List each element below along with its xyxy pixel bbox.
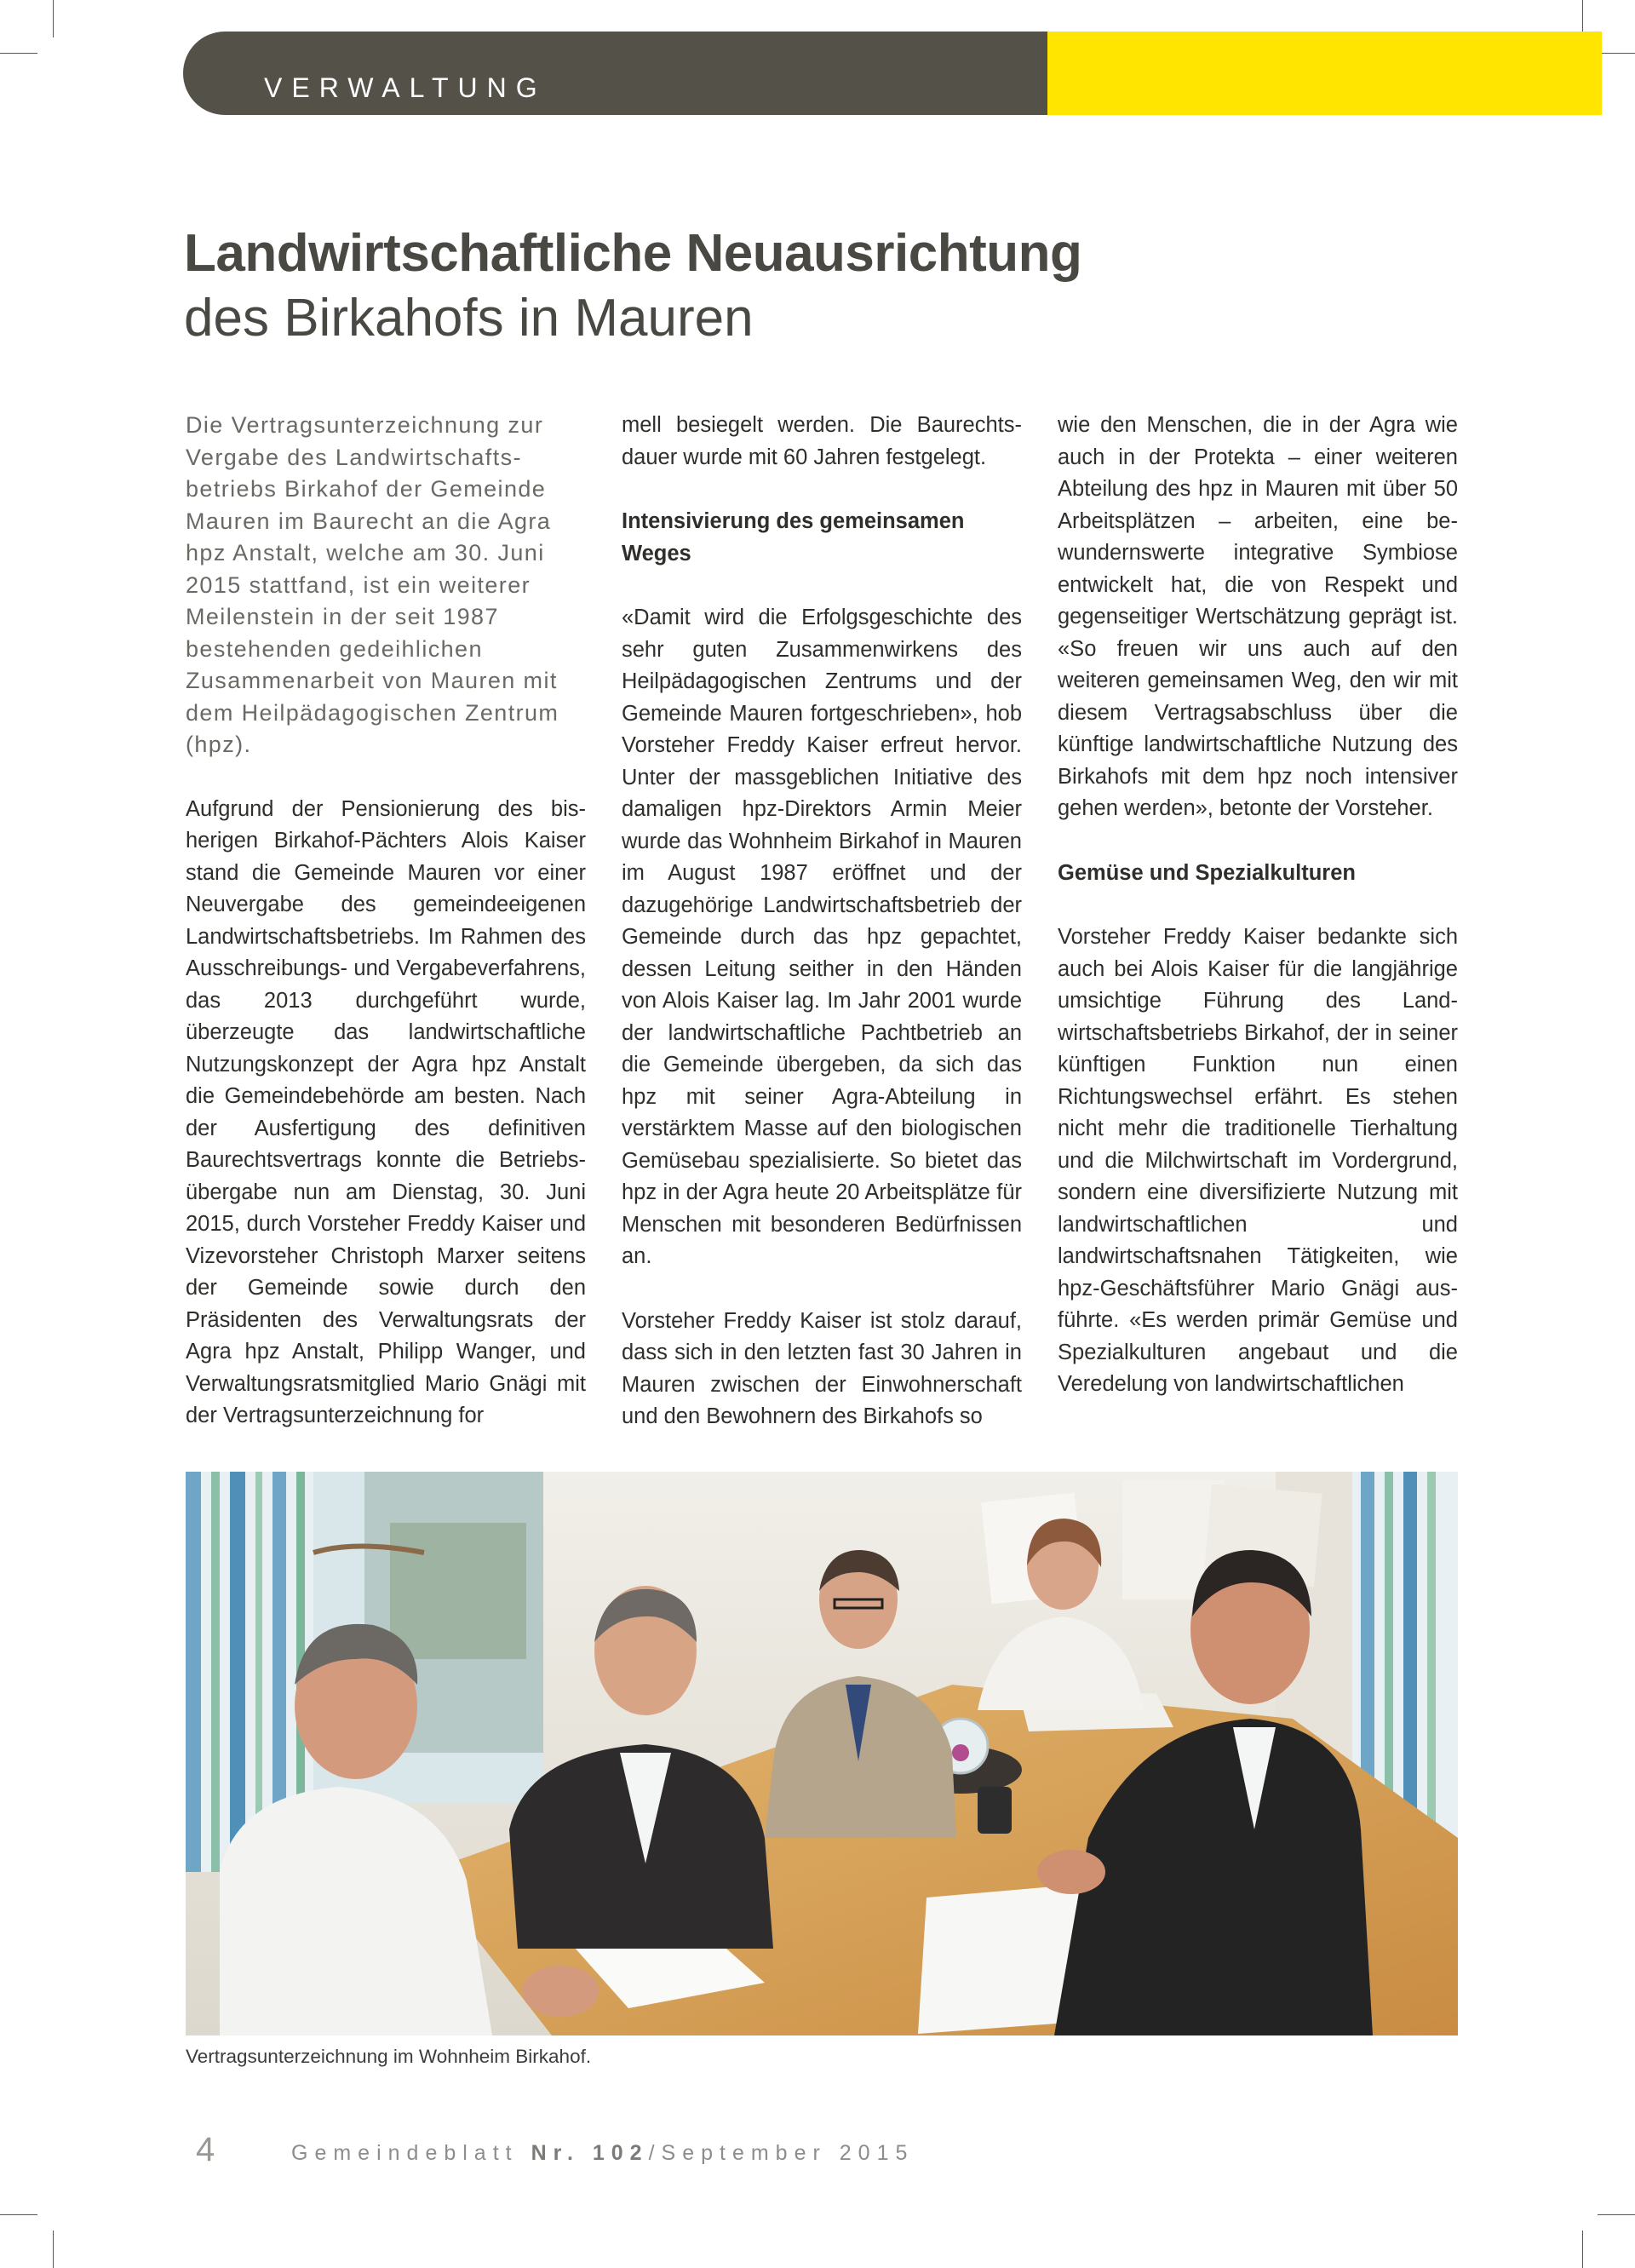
crop-mark (1582, 2231, 1583, 2268)
crop-mark (1598, 53, 1635, 54)
body-paragraph: Aufgrund der Pensionierung des bisherigen Birkahof-Pächters Alois Kaiser stand die Gemeinde Mauren vor einer Neuvergabe des gemeindeeigenen Landwirtschaftsbetriebs. Im Rahmen des Ausschreibungs- und Vergabeverfahrens, das 2013 durchgeführt wurde, überzeugte das landwirtschaftliche Nutzungskonzept der Agra hpz Anstalt die Gemeindebehörde am besten. Nach der Ausfertigung des definitiven Baurechtsvertrags konnte die Betriebsübergabe nun am Dienstag, 30. Juni 2015, durch Vorsteher Freddy Kaiser und Vizevorsteher Christoph Marxer seitens der Gemeinde sowie durch den Präsidenten des Verwaltungsrats der Agra hpz Anstalt, Philipp Wanger, und Verwaltungsratsmitglied Mario Gnägi mit der Vertragsunterzeichnung for (186, 796, 586, 1427)
page-number: 4 (196, 2131, 215, 2168)
article-column-1 (186, 410, 586, 1465)
publication-name: Gemeindeblatt (291, 2141, 519, 2165)
body-paragraph: Vorsteher Freddy Kaiser bedankte sich auch bei Alois Kaiser für die langjährige umsichtige Führung des Landwirtschaftsbetriebs Birkahof, der in seiner künftigen Funktion nun einen Richtungswechsel erfährt. Es stehen nicht mehr die traditionelle Tierhaltung und die Milchwirtschaft im Vordergrund, sondern eine diversifizierte Nutzung mit landwirtschaftlichen und landwirtschaftsnahen Tätigkeiten, wie hpz-Geschäftsführer Mario Gnägi ausführte. «Es werden primär Gemüse und Spezialkulturen angebaut und die Veredelung von landwirtschaftlichen (1058, 925, 1458, 1396)
body-paragraph: Vorsteher Freddy Kaiser ist stolz darauf, dass sich in den letzten fast 30 Jahren in Mauren zwischen der Einwohnerschaft und den Bewohnern des Birkahofs so (622, 1308, 1022, 1428)
issue-date: /September 2015 (648, 2141, 915, 2165)
body-paragraph: wie den Menschen, die in der Agra wie auch in der Protekta – einer weiteren Abteilung des hpz in Mauren mit über 50 Arbeitsplätzen – arbeiten, eine bewundernswerte integrative Symbiose entwickelt hat, die von Respekt und gegenseitiger Wertschätzung geprägt ist. «So freuen wir uns auch auf den weiteren gemeinsamen Weg, den wir mit diesem Vertragsabschluss über die künftige landwirtschaftliche Nutzung des Birkahofs mit dem hpz noch intensiver gehen werden», betonte der Vorsteher. (1058, 413, 1458, 820)
article-photo (186, 1472, 1458, 2035)
section-label: VERWALTUNG (264, 72, 547, 103)
crop-mark (53, 2231, 54, 2268)
article-title: Landwirtschaftliche Neuausrichtung (184, 224, 1082, 283)
body-paragraph: mell besiegelt werden. Die Baurechtsdauer wurde mit 60 Jahren festgelegt. (622, 413, 1022, 469)
section-accent-bar (1047, 32, 1602, 115)
lead-paragraph: Die Vertragsunterzeichnung zur Vergabe des Landwirtschaftsbetriebs Birkahof der Gemeinde Mauren im Baurecht an die Agra hpz Anstalt, welche am 30. Juni 2015 stattfand, ist ein weiterer Meilenstein in der seit 1987 bestehenden gedeihlichen Zusammenarbeit von Mauren mit dem Heilpädagogischen Zentrum (hpz). (186, 412, 559, 757)
body-paragraph: «Damit wird die Erfolgsgeschichte des sehr guten Zusammenwirkens des Heilpädagogischen Zentrums und der Gemeinde Mauren fortgeschrieben», hob Vorsteher Freddy Kaiser erfreut hervor. Unter der massgeblichen Initiative des damaligen hpz-Direktors Armin Meier wurde das Wohnheim Birkahof in Mauren im August 1987 eröffnet und der dazugehörige Landwirtschaftsbetrieb der Gemeinde durch das hpz gepachtet, dessen Leitung seither in den Händen von Alois Kaiser lag. Im Jahr 2001 wurde der landwirtschaftliche Pachtbetrieb an die Gemeinde übergeben, da sich das hpz mit seiner Agra-Abteilung in verstärktem Masse auf den biologischen Gemüsebau spezialisierte. So bietet das hpz in der Agra heute 20 Arbeitsplätze für Menschen mit besonderen Bedürfnissen an. (622, 606, 1022, 1268)
crop-mark (0, 53, 37, 54)
article-column-2 (622, 410, 1022, 1466)
footer-publication (291, 2141, 914, 2166)
section-heading: Gemüse und Spezialkulturen (1058, 860, 1356, 885)
section-banner (183, 32, 1047, 115)
article-subtitle: des Birkahofs in Mauren (184, 289, 754, 347)
crop-mark (0, 2214, 37, 2215)
section-heading: Intensivierung des gemeinsamen Weges (622, 509, 965, 566)
issue-number: Nr. 102 (531, 2141, 649, 2165)
crop-mark (53, 0, 54, 37)
article-column-3 (1058, 410, 1458, 1433)
photo-caption: Vertragsunterzeichnung im Wohnheim Birkahof. (186, 2046, 592, 2067)
crop-mark (1598, 2214, 1635, 2215)
signing-photo-illustration (186, 1472, 1458, 2035)
